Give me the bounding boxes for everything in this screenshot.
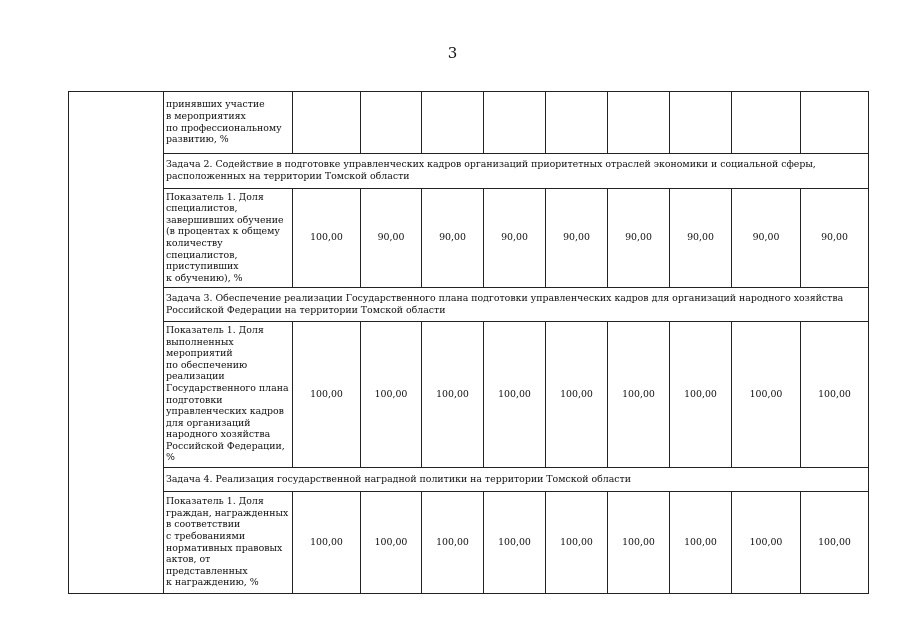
value-cell: 100,00 <box>670 492 732 594</box>
value-cell: 90,00 <box>732 189 801 288</box>
task-row <box>69 468 869 492</box>
value-cell: 90,00 <box>422 189 484 288</box>
task-label: Задача 3. Обеспечение реализации Государственного плана подготовки управленческих кадров для организаций народного хозяйства Российской Федерации на территории Томской области <box>164 288 869 322</box>
value-cell: 100,00 <box>361 492 422 594</box>
value-cell: 100,00 <box>484 492 546 594</box>
task-label: Задача 4. Реализация государственной наградной политики на территории Томской области <box>164 468 869 492</box>
table-row <box>69 492 869 594</box>
table-row <box>69 92 869 154</box>
value-cell <box>484 92 546 154</box>
value-cell <box>293 92 361 154</box>
page-number: 3 <box>447 44 458 62</box>
indicator-label: Показатель 1. Доля граждан, награжденных в соответствии с требованиями нормативных правовых актов, от представленных к награждению, % <box>164 492 293 594</box>
value-cell: 100,00 <box>361 322 422 468</box>
value-cell <box>608 92 670 154</box>
value-cell: 90,00 <box>608 189 670 288</box>
value-cell: 90,00 <box>670 189 732 288</box>
value-cell <box>546 92 608 154</box>
value-cell: 90,00 <box>801 189 869 288</box>
value-cell: 100,00 <box>732 492 801 594</box>
blank-left-column <box>69 92 164 594</box>
value-cell: 100,00 <box>422 492 484 594</box>
table-row <box>69 189 869 288</box>
value-cell: 100,00 <box>422 322 484 468</box>
task-row <box>69 288 869 322</box>
value-cell <box>361 92 422 154</box>
value-cell: 100,00 <box>293 322 361 468</box>
value-cell: 100,00 <box>801 492 869 594</box>
indicator-label: Показатель 1. Доля выполненных мероприятий по обеспечению реализации Государственного плана подготовки управленческих кадров для организаций народного хозяйства Российской Федерации, % <box>164 322 293 468</box>
indicator-label: Показатель 1. Доля специалистов, завершивших обучение (в процентах к общему количеству специалистов, приступивших к обучению), % <box>164 189 293 288</box>
indicator-table <box>68 91 869 594</box>
value-cell: 90,00 <box>546 189 608 288</box>
value-cell: 90,00 <box>484 189 546 288</box>
value-cell: 100,00 <box>546 322 608 468</box>
value-cell <box>732 92 801 154</box>
value-cell: 100,00 <box>608 322 670 468</box>
task-label: Задача 2. Содействие в подготовке управленческих кадров организаций приоритетных отраслей экономики и социальной сферы, расположенных на территории Томской области <box>164 154 869 189</box>
value-cell: 100,00 <box>801 322 869 468</box>
value-cell <box>422 92 484 154</box>
task-row <box>69 154 869 189</box>
value-cell <box>801 92 869 154</box>
indicator-label: принявших участие в мероприятиях по профессиональному развитию, % <box>164 92 293 154</box>
value-cell: 100,00 <box>293 189 361 288</box>
value-cell: 100,00 <box>670 322 732 468</box>
value-cell: 100,00 <box>546 492 608 594</box>
value-cell: 90,00 <box>361 189 422 288</box>
value-cell <box>670 92 732 154</box>
value-cell: 100,00 <box>484 322 546 468</box>
table-row <box>69 322 869 468</box>
value-cell: 100,00 <box>293 492 361 594</box>
value-cell: 100,00 <box>732 322 801 468</box>
value-cell: 100,00 <box>608 492 670 594</box>
